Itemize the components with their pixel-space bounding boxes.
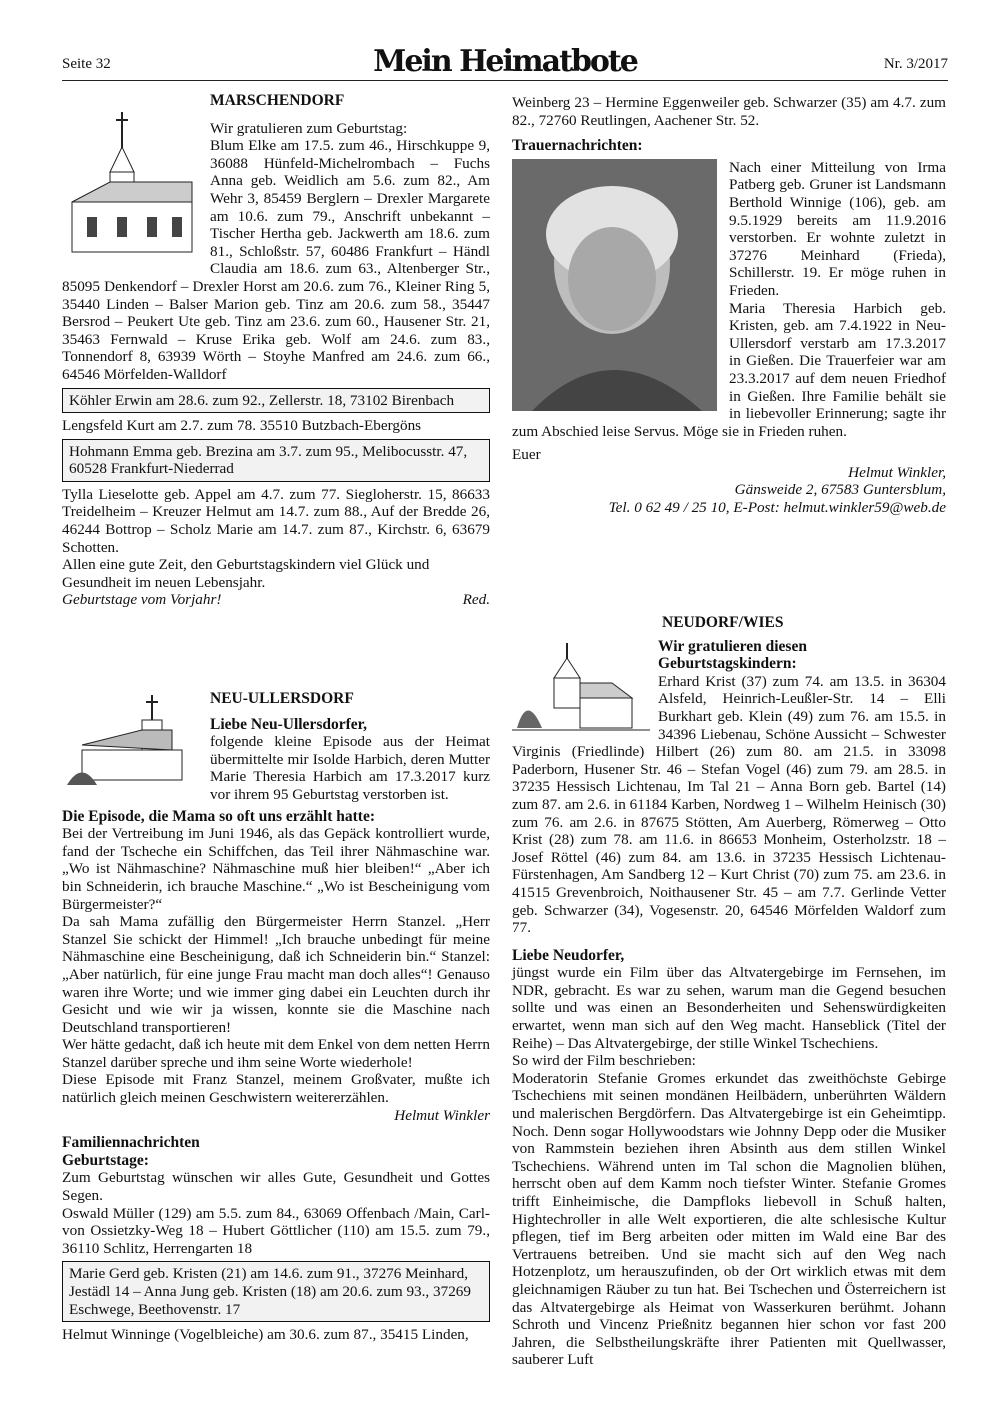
section-trauer	[512, 94, 946, 517]
episode-text-3: Wer hätte gedacht, daß ich heute mit dem Enkel von dem netten Herrn Stanzel darüber spreche und ihm seine Worte wiederhole!	[62, 1036, 490, 1071]
greeting: Liebe Neudorfer,	[512, 946, 625, 964]
editor-sign: Red.	[462, 591, 490, 609]
intro-text: folgende kleine Episode aus der Heimat übermittelte mir Isolde Harbich, deren Mutter Marie Theresia Harbich am 17.3.2017 kurz vor ihrem 95 Geburtstag verstorben ist.	[210, 733, 490, 803]
author-sign: Helmut Winkler	[394, 1106, 490, 1124]
article-text: jüngst wurde ein Film über das Altvatergebirge im Fernsehen, im NDR, gebracht. Es war zu sehen, warum man die Gegend besuchen sollte und was einen an Besonderheiten und Sehenswürdigkeiten erwartet, wenn man sich auf den Weg macht. Hanseblick (Titel der Reihe) – Das Altvatergebirge, der stille Winkel Tschechiens.	[512, 964, 946, 1052]
highlight-box: Köhler Erwin am 28.6. zum 92., Zellerstr. 18, 73102 Birenbach	[62, 388, 490, 414]
section-neu-ullersdorf	[62, 690, 490, 1344]
episode-heading: Die Episode, die Mama so oft uns erzählt hatte:	[62, 807, 375, 825]
chapel-illustration	[512, 638, 650, 738]
greeting: Liebe Neu-Ullersdorfer,	[210, 715, 367, 733]
birthday-list: Oswald Müller (129) am 5.5. zum 84., 63069 Offenbach /Main, Carl-von Ossietzky-Weg 18 – Hubert Göttlicher (110) am 15.5. zum 79., 36110 Schlitz, Herrengarten 18	[62, 1204, 490, 1257]
church-illustration	[62, 92, 202, 262]
birthday-intro: Zum Geburtstag wünschen wir alles Gute, Gesundheit und Gottes Segen.	[62, 1169, 490, 1205]
section-neudorf-wies	[512, 614, 946, 1369]
page-header	[62, 44, 948, 81]
section-title: MARSCHENDORF	[210, 92, 345, 109]
portrait-photo	[512, 159, 717, 411]
birthday-heading: Geburtstage:	[62, 1151, 149, 1169]
birthday-list-2: Tylla Lieselotte geb. Appel am 4.7. zum 77. Siegloherstr. 15, 86633 Treidelheim – Kreuzer Helmut am 14.7. zum 88., Auf der Bredde 26, 46244 Bottrop – Scholz Marie am 14.7. zum 87., Kirchstr. 6, 63679 Schotten.	[62, 485, 490, 556]
obituary-1: Nach einer Mitteilung von Irma Patberg geb. Gruner ist Landsmann Berthold Winnige (106), geb. am 9.5.1929 bereits am 11.9.2016 verstorben. Er wohnte zuletzt in 37276 Meinhard (Frieda), Schillerstr. 19. Er möge ruhen in Frieden.	[729, 158, 946, 299]
congrats-heading: Wir gratulieren diesen Geburtstagskindern:	[658, 637, 807, 673]
article-text-2: So wird der Film beschrieben:	[512, 1052, 696, 1070]
note: Geburtstage vom Vorjahr!	[62, 591, 222, 609]
highlight-box: Marie Gerd geb. Kristen (21) am 14.6. zum 91., 37276 Meinhard, Jestädl 14 – Anna Jung geb. Kristen (18) am 20.6. zum 93., 37269 Eschwege, Beethovenstr. 17	[62, 1261, 490, 1322]
section-title: NEUDORF/WIES	[662, 614, 784, 631]
intro-text: Wir gratulieren zum Geburtstag:	[210, 119, 408, 137]
birthday-line: Helmut Winninge (Vogelbleiche) am 30.6. zum 87., 35415 Linden,	[62, 1326, 469, 1344]
signature-address: Gänsweide 2, 67583 Guntersblum,	[734, 481, 946, 499]
signature-name: Helmut Winkler,	[848, 463, 946, 481]
birthday-line: Lengsfeld Kurt am 2.7. zum 78. 35510 Butzbach-Ebergöns	[62, 417, 422, 435]
section-marschendorf	[62, 92, 490, 609]
masthead: Mein Heimatbote	[373, 44, 637, 79]
page-number: Seite 32	[62, 56, 111, 72]
birthday-list: Erhard Krist (37) zum 74. am 13.5. in 36304 Alsfeld, Heinrich-Leußler-Str. 14 – Elli Burkhart geb. Klein (49) zum 76. am 15.5. in 34396 Liebenau, Schöne Aussicht – Schwester Virginis (Friedlinde) Hilbert (26) zum 80. am 21.5. in 33098 Paderborn, Husener Str. 46 – Stefan Vogel (46) zum 79. am 28.5. in 37235 Hessisch Lichtenau, Im Tal 21 – Anna Born geb. Bartel (14) zum 87. am 2.6. in 61184 Karben, Nordweg 1 – Wilhelm Heinisch (30) zum 76. am 2.6. in 87675 Stötten, Am Auerberg, Römerweg – Otto Krist (28) zum 78. am 11.6. in 86653 Monheim, Osterholzstr. 18 – Josef Röttel (46) zum 84. am 13.6. in 37235 Hessisch Lichtenau-Fürstenhagen, Am Sandberg 12 – Kurt Christ (70) zum 75. am 23.6. in 41515 Grevenbroich, Noithausener Str. 45 – am 7.7. Gerlinde Vetter geb. Schwarzer (34), Vogesenstr. 20, 64546 Mörfelden Waldorf zum 77.	[512, 672, 946, 937]
episode-text: Bei der Vertreibung im Juni 1946, als das Gepäck kontrolliert wurde, fand der Tscheche ein Schiffchen, das Teil ihrer Nähmaschine war. „Wo ist Nähmaschine? Nähmaschine muß hier bleiben!“ „Aber ich bin Schneiderin, ich brauche Maschine.“ „Wo ist Bescheinigung vom Bürgermeister?“	[62, 825, 490, 913]
section-title: NEU-ULLERSDORF	[210, 690, 354, 707]
signature-contact: Tel. 0 62 49 / 25 10, E-Post: helmut.winkler59@web.de	[608, 499, 946, 517]
birthday-list: Blum Elke am 17.5. zum 46., Hirschkuppe 9, 36088 Hünfeld-Michelrombach – Fuchs Anna geb. Weidlich am 5.6. zum 82., Am Wehr 3, 85459 Berglern – Drexler Margarete am 10.6. zum 79., Anschrift unbekannt – Tischer Hertha geb. Jackwerth am 18.6. zum 81., Schloßstr. 57, 60486 Frankfurt – Händl Claudia am 18.6. zum 63., Altenberger Str., 85095 Denkendorf – Drexler Horst am 20.6. zum 76., Kleiner Ring 5, 35440 Linden – Balser Marion geb. Tinz am 20.6. zum 58., 35447 Bersrod – Peukert Ute geb. Tinz am 23.6. zum 60., Hausener Str. 21, 35463 Fernwald – Kruse Erika geb. Wolf am 24.6. zum 83., Tonnendorf 8, 63939 Wörth – Stoyhe Manfred am 24.6. zum 66., 64546 Mörfelden-Walldorf	[62, 137, 490, 383]
family-heading: Familiennachrichten	[62, 1134, 200, 1152]
church-illustration	[62, 690, 202, 790]
episode-text-2: Da sah Mama zufällig den Bürgermeister Herrn Stanzel. „Herr Stanzel Sie schickt der Himmel! „Ich brauche unbedingt für meine Nähmaschine eine Bescheinigung, daß ich Schneiderin bin.“ Stanzel: „Aber natürlich, für eine junge Frau macht man doch alles“! Genauso waren ihre Worte; und wie immer ging dabei ein Leuchten durch ihr Gesicht und wie wir ja wissen, konnte sie die Maschine nach Deutschland transportieren!	[62, 913, 490, 1036]
salutation: Euer	[512, 446, 541, 464]
article-text-3: Moderatorin Stefanie Gromes erkundet das zweithöchste Gebirge Tschechiens mit seinen mondänen Heilbädern, unberührten Wäldern und malerischen Bergdörfern. Das Altvatergebirge ist ein Geheimtipp. Noch. Denn sogar Hollywoodstars wie Johnny Depp oder die Musiker von Rammstein beziehen ihren Absinth aus dem stillen Winkel Tschechiens. Während unten im Tal schon die Magnolien blühen, herrscht oben auf dem Kamm noch tiefster Winter. Stefanie Gromes trifft Einheimische, die Dampfloks liebevoll in Schuß halten, Hightechroller in alle Welt exportieren, die alte schlesische Kultur pflegen, tief im Berg arbeiten oder mitten im Wald eine Bar des Vertrauens betreiben. Und sie macht sich auf den Weg nach Hotzenplotz, um herauszufinden, ob der Ort wirklich etwas mit dem gleichnamigen Räuber zu tun hat. Bei Tschechen und Österreichern ist das Altvatergebirge als Heimat von Wasserkuren berühmt. Johann Schroth und Vincenz Prießnitz begannen hier schon vor fast 200 Jahren, die Selbstheilungskräfte ihrer Patienten mit Quellwasser, sauberer Luft	[512, 1069, 946, 1369]
obituary-2: Maria Theresia Harbich geb. Kristen, geb. am 7.4.1922 in Neu-Ullersdorf verstarb am 17.3.2017 in Gießen. Die Trauerfeier war am 23.3.2017 auf dem neuen Friedhof in Gießen. Ihre Familie behält sie in liebevoller Erinnerung; sagte ihr zum Abschied leise Servus. Möge sie in Frieden ruhen.	[512, 299, 946, 440]
closing-wish: Allen eine gute Zeit, den Geburtstagskindern viel Glück und Gesundheit im neuen Lebensjahr.	[62, 556, 430, 591]
highlight-box: Hohmann Emma geb. Brezina am 3.7. zum 95., Melibocusstr. 47, 60528 Frankfurt-Niederrad	[62, 439, 490, 482]
episode-text-4: Diese Episode mit Franz Stanzel, meinem Großvater, mußte ich natürlich gleich meinen Geschwistern weitererzählen.	[62, 1071, 490, 1107]
birthday-line: Weinberg 23 – Hermine Eggenweiler geb. Schwarzer (35) am 4.7. zum 82., 72760 Reutlingen, Aachener Str. 52.	[512, 94, 946, 129]
mourning-heading: Trauernachrichten:	[512, 137, 643, 155]
issue-number: Nr. 3/2017	[883, 56, 948, 72]
